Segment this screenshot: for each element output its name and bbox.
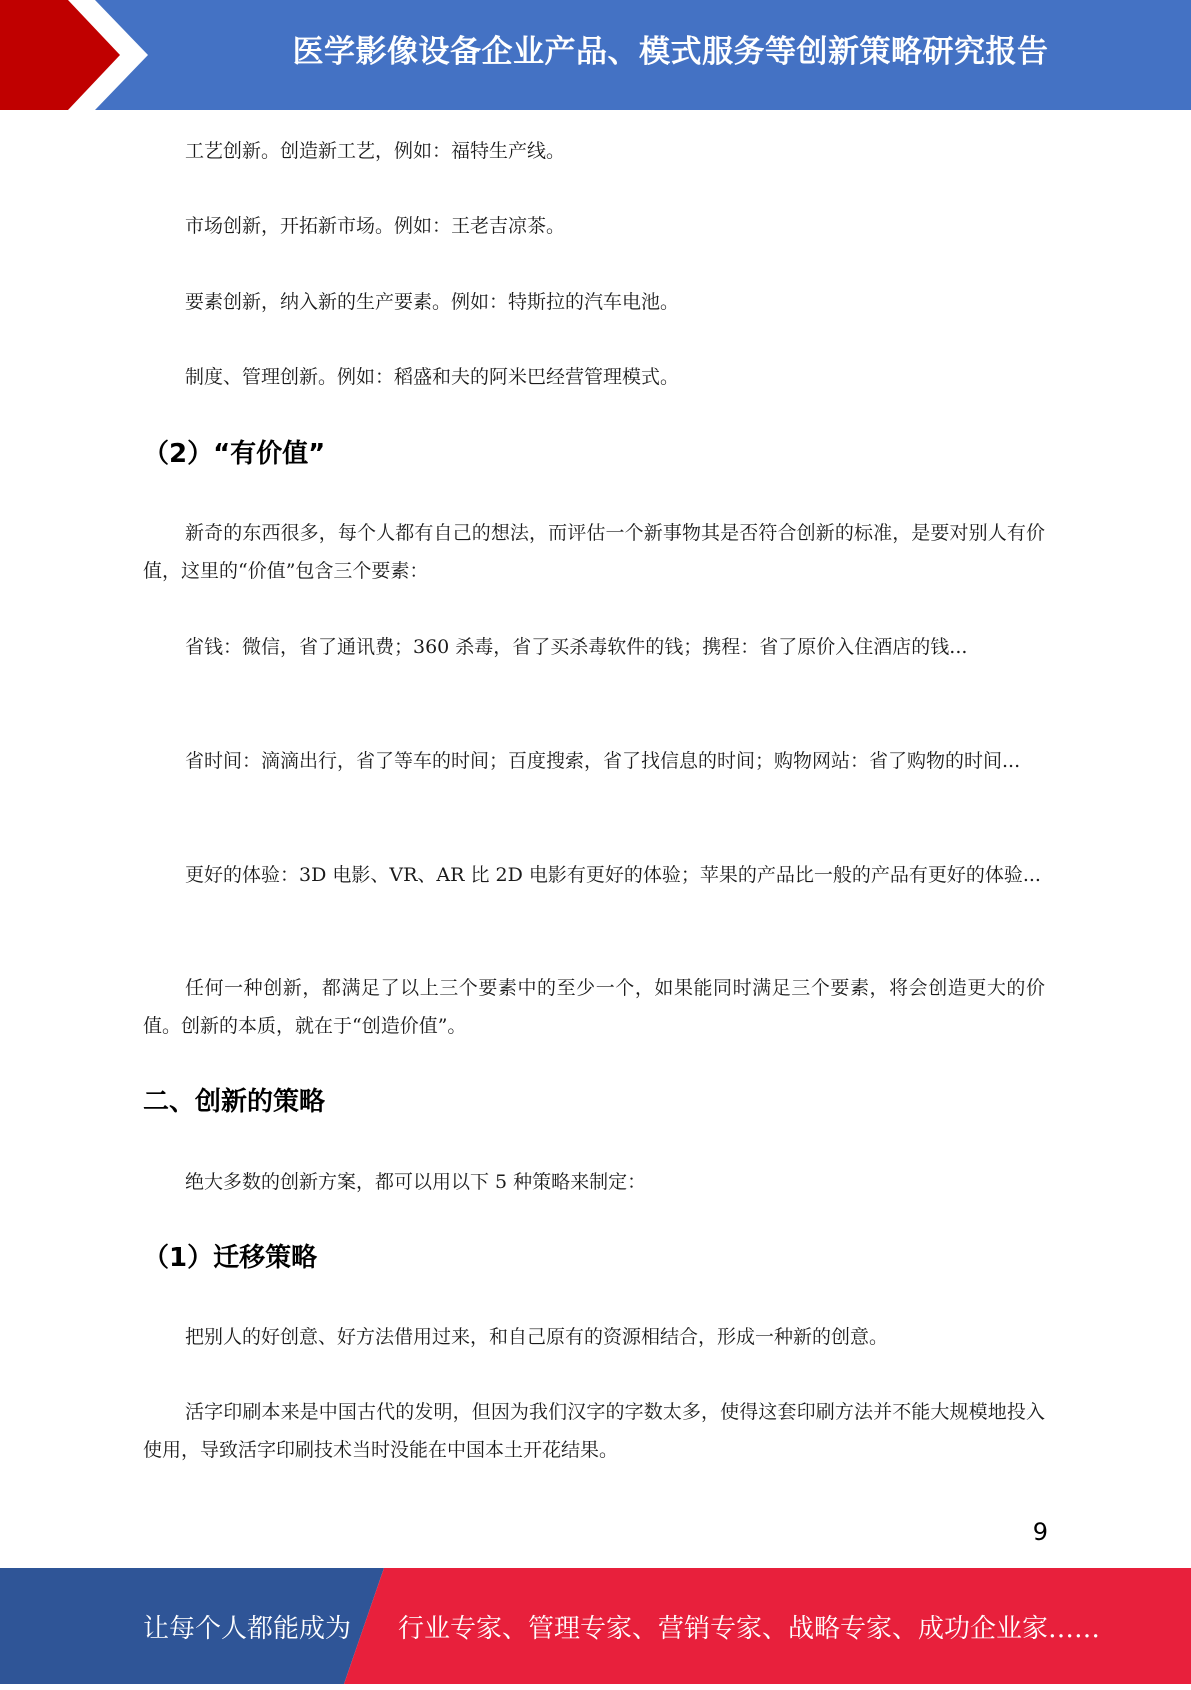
page-header [0,0,1191,110]
paragraph-strategies-intro: 绝大多数的创新方案，都可以用以下 5 种策略来制定： [185,1171,647,1193]
paragraph-save-time: 省时间：滴滴出行，省了等车的时间；百度搜索，省了找信息的时间；购物网站：省了购物的时间... [185,750,1021,772]
page-number: 9 [1032,1518,1048,1546]
report-title: 医学影像设备企业产品、模式服务等创新策略研究报告 [292,34,1049,70]
header-chevron-icon [0,0,160,110]
paragraph-management-innovation: 制度、管理创新。例如：稻盛和夫的阿米巴经营管理模式。 [185,366,680,388]
page-footer [0,1568,1191,1684]
paragraph-movable-type-example: 活字印刷本来是中国古代的发明，但因为我们汉字的字数太多，使得这套印刷方法并不能大规模地投入使用，导致活字印刷技术当时没能在中国本土开花结果。 [143,1401,1045,1461]
footer-slogan-left: 让每个人都能成为 [143,1614,352,1644]
section-heading-migration: （1）迁移策略 [143,1243,318,1273]
paragraph-value-intro: 新奇的东西很多，每个人都有自己的想法，而评估一个新事物其是否符合创新的标准，是要对别人有价值，这里的“价值”包含三个要素： [143,522,1045,582]
footer-slogan-right: 行业专家、管理专家、营销专家、战略专家、成功企业家…… [398,1614,1101,1644]
paragraph-factor-innovation: 要素创新，纳入新的生产要素。例如：特斯拉的汽车电池。 [185,291,680,313]
paragraph-save-money: 省钱：微信，省了通讯费；360 杀毒，省了买杀毒软件的钱；携程：省了原价入住酒店的钱... [185,636,968,658]
paragraph-better-experience: 更好的体验：3D 电影、VR、AR 比 2D 电影有更好的体验；苹果的产品比一般的产品有更好的体验... [185,864,1041,886]
section-heading-valuable: （2）“有价值” [143,439,326,469]
paragraph-migration-definition: 把别人的好创意、好方法借用过来，和自己原有的资源相结合，形成一种新的创意。 [185,1326,889,1348]
paragraph-value-essence: 任何一种创新，都满足了以上三个要素中的至少一个，如果能同时满足三个要素，将会创造更大的价值。创新的本质，就在于“创造价值”。 [143,977,1045,1037]
chapter-heading-strategies: 二、创新的策略 [143,1087,326,1117]
paragraph-market-innovation: 市场创新，开拓新市场。例如：王老吉凉茶。 [185,215,566,237]
paragraph-process-innovation: 工艺创新。创造新工艺，例如：福特生产线。 [185,140,566,162]
